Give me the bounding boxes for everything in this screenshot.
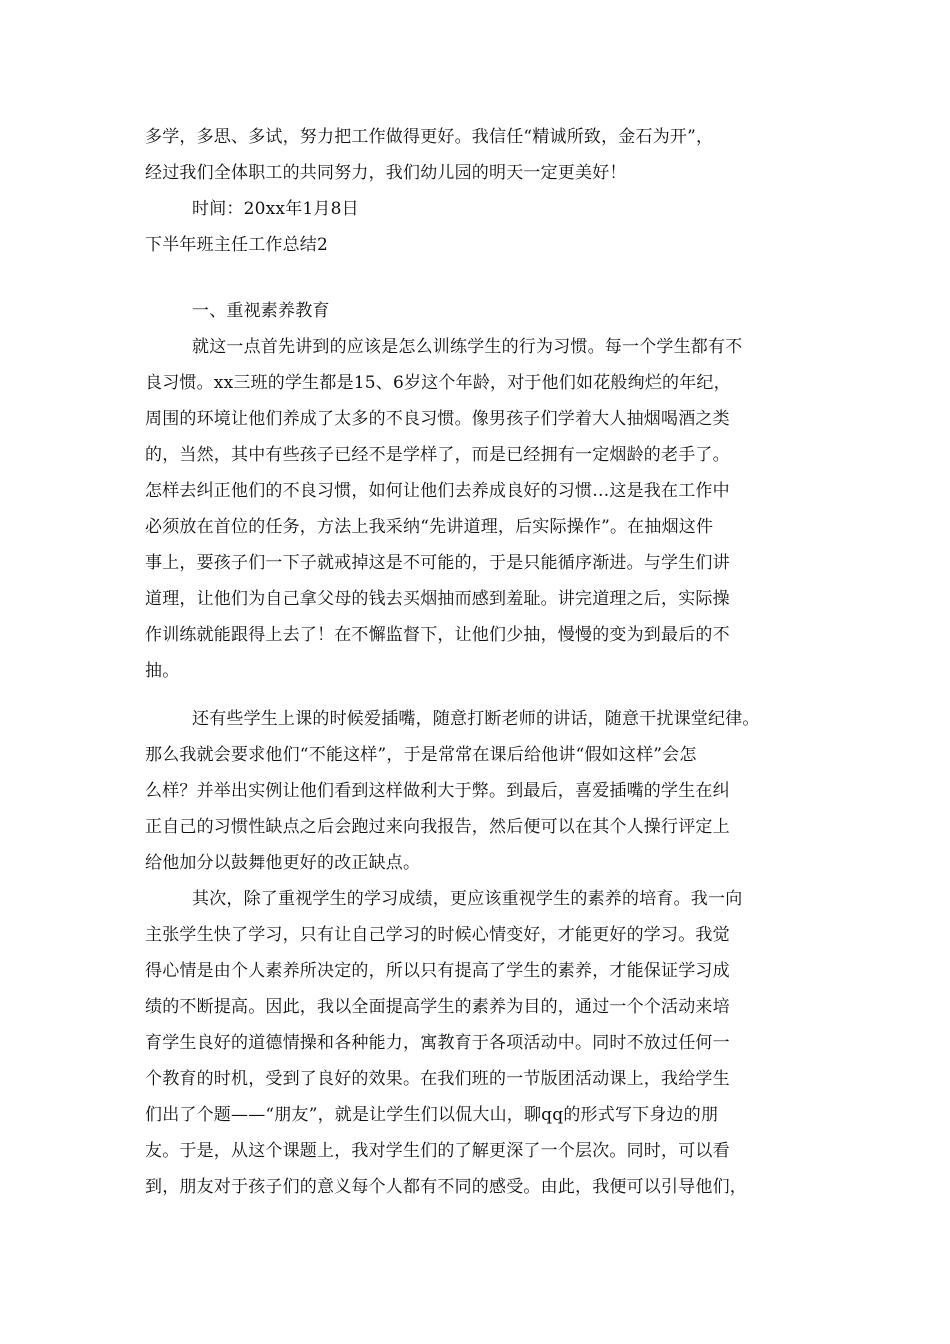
section-title: 下半年班主任工作总结2 (145, 235, 329, 255)
text-line: 其次，除了重视学生的学习成绩，更应该重视学生的素养的培育。我一向 (192, 889, 743, 909)
text-line: 抽。 (145, 661, 180, 681)
text-line: 经过我们全体职工的共同努力，我们幼儿园的明天一定更美好！ (145, 163, 627, 183)
text-line: 道理，让他们为自己拿父母的钱去买烟抽而感到羞耻。讲完道理之后，实际操 (145, 589, 730, 609)
text-line: 周围的环境让他们养成了太多的不良习惯。像男孩子们学着大人抽烟喝酒之类 (145, 409, 730, 429)
text-line: 得心情是由个人素养所决定的，所以只有提高了学生的素养，才能保证学习成 (145, 961, 730, 981)
text-line: 的，当然，其中有些孩子已经不是学样了，而是已经拥有一定烟龄的老手了。 (145, 445, 730, 465)
text-line: 那么我就会要求他们“不能这样”，于是常常在课后给他讲“假如这样”会怎 (145, 745, 697, 765)
text-line: 个教育的时机，受到了良好的效果。在我们班的一节版团活动课上，我给学生 (145, 1069, 730, 1089)
text-line: 多学，多思、多试，努力把工作做得更好。我信任“精诚所致，金石为开”， (145, 127, 714, 147)
subheading: 一、重视素养教育 (192, 301, 330, 321)
text-line: 良习惯。xx三班的学生都是15、6岁这个年龄，对于他们如花般绚烂的年纪， (145, 373, 731, 393)
text-line: 给他加分以鼓舞他更好的改正缺点。 (145, 853, 421, 873)
text-line: 就这一点首先讲到的应该是怎么训练学生的行为习惯。每一个学生都有不 (192, 337, 743, 357)
text-line: 友。于是，从这个课题上，我对学生们的了解更深了一个层次。同时，可以看 (145, 1141, 730, 1161)
text-line: 绩的不断提高。因此，我以全面提高学生的素养为目的，通过一个个活动来培 (145, 997, 730, 1017)
text-line: 正自己的习惯性缺点之后会跑过来向我报告，然后便可以在其个人操行评定上 (145, 817, 730, 837)
text-line: 育学生良好的道德情操和各种能力，寓教育于各项活动中。同时不放过任何一 (145, 1033, 730, 1053)
text-line: 们出了个题——“朋友”，就是让学生们以侃大山，聊qq的形式写下身边的朋 (145, 1105, 719, 1125)
text-line: 事上，要孩子们一下子就戒掉这是不可能的，于是只能循序渐进。与学生们讲 (145, 553, 730, 573)
text-line: 必须放在首位的任务，方法上我采纳“先讲道理，后实际操作”。在抽烟这件 (145, 517, 714, 537)
text-line: 还有些学生上课的时候爱插嘴，随意打断老师的讲话，随意干扰课堂纪律。 (192, 709, 760, 729)
date-line: 时间：20xx年1月8日 (192, 199, 359, 219)
text-line: 主张学生快了学习，只有让自己学习的时候心情变好，才能更好的学习。我觉 (145, 925, 730, 945)
text-line: 到，朋友对于孩子们的意义每个人都有不同的感受。由此，我便可以引导他们， (145, 1177, 747, 1197)
text-line: 作训练就能跟得上去了！在不懈监督下，让他们少抽，慢慢的变为到最后的不 (145, 625, 730, 645)
text-line: 怎样去纠正他们的不良习惯，如何让他们去养成良好的习惯…这是我在工作中 (145, 481, 730, 501)
text-line: 么样？并举出实例让他们看到这样做利大于弊。到最后，喜爱插嘴的学生在纠 (145, 781, 730, 801)
